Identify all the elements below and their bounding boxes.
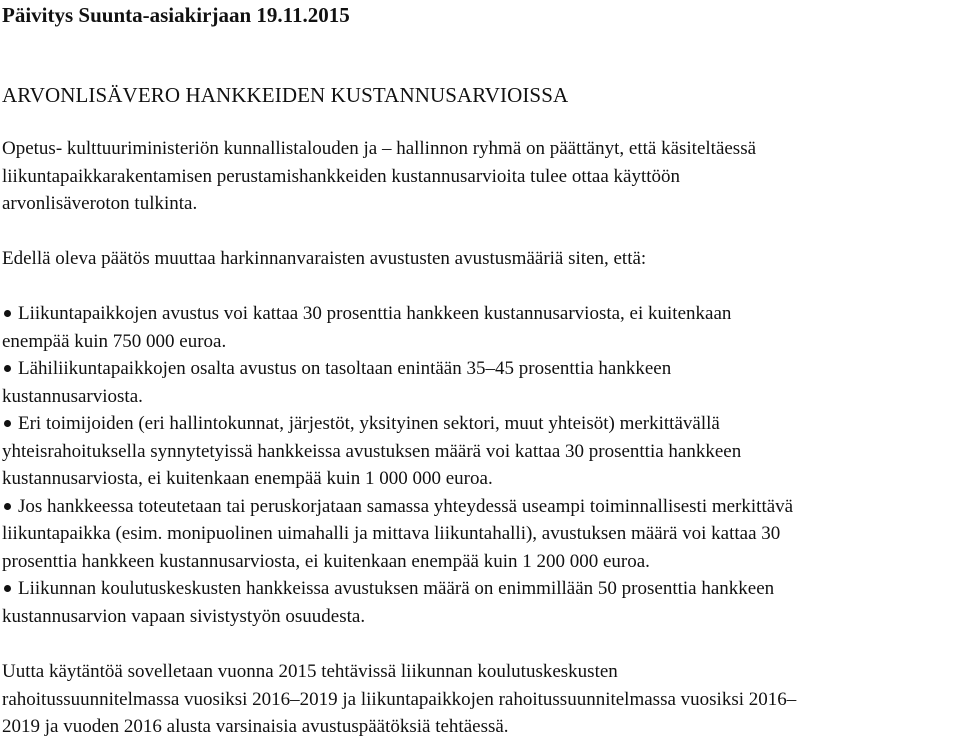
bullet-icon <box>4 310 11 317</box>
bullet-item <box>2 355 793 410</box>
bullet-line: kustannusarviosta. <box>2 385 143 407</box>
closing-line: rahoitussuunnitelmassa vuosiksi 2016–2019 ja liikuntapaikkojen rahoitussuunnitelmassa vuosiksi 2016– <box>2 688 797 710</box>
bullet-icon <box>4 365 11 372</box>
bullet-line: prosenttia hankkeen kustannusarviosta, ei kuitenkaan enempää kuin 1 200 000 euroa. <box>2 550 650 572</box>
bullet-icon <box>4 585 11 592</box>
bullet-line: kustannusarviosta, ei kuitenkaan enempää kuin 1 000 000 euroa. <box>2 468 493 489</box>
intro-line: arvonlisäveroton tulkinta. <box>2 193 198 214</box>
bullet-text: Liikuntapaikkojen avustus voi kattaa 30 prosenttia hankkeen kustannusarviosta, ei kuitenkaan <box>18 303 732 324</box>
closing-line: Uutta käytäntöä sovelletaan vuonna 2015 tehtävissä liikunnan koulutuskeskusten <box>2 661 618 682</box>
bullet-icon <box>4 503 11 510</box>
closing-line: 2019 ja vuoden 2016 alusta varsinaisia avustuspäätöksiä tehtäessä. <box>2 716 509 737</box>
bullet-text: Liikunnan koulutuskeskusten hankkeissa avustuksen määrä on enimmillään 50 prosenttia hankkeen <box>18 578 775 599</box>
lead-paragraph <box>2 245 646 273</box>
bullet-item <box>2 575 793 630</box>
update-heading: Päivitys Suunta-asiakirjaan 19.11.2015 <box>2 3 350 27</box>
bullet-line: liikuntapaikka (esim. monipuolinen uimahalli ja mittava liikuntahalli), avustuksen määrä voi kattaa 30 <box>2 523 781 544</box>
bullet-line: enempää kuin 750 000 euroa. <box>2 330 227 352</box>
bullet-line <box>2 575 793 603</box>
bullet-line: kustannusarvion vapaan sivistystyön osuudesta. <box>2 605 366 627</box>
lead-text: Edellä oleva päätös muuttaa harkinnanvaraisten avustusten avustusmääriä siten, että: <box>2 248 647 269</box>
intro-line: liikuntapaikkarakentamisen perustamishankkeiden kustannusarvioita tulee ottaa käyttöön <box>2 165 680 187</box>
bullet-line <box>2 493 793 521</box>
bullet-text: Eri toimijoiden (eri hallintokunnat, järjestöt, yksityinen sektori, muut yhteisöt) merkittävällä <box>18 413 720 434</box>
bullet-line <box>2 300 793 328</box>
bullet-line <box>2 410 793 438</box>
bullet-list <box>2 300 793 630</box>
bullet-item <box>2 300 793 355</box>
bullet-line: yhteisrahoituksella synnytetyissä hankkeissa avustuksen määrä voi kattaa 30 prosenttia hankkeen <box>2 440 742 462</box>
document-title: ARVONLISÄVERO HANKKEIDEN KUSTANNUSARVIOISSA <box>2 83 569 107</box>
bullet-item <box>2 493 793 576</box>
bullet-item <box>2 410 793 493</box>
bullet-text: Lähiliikuntapaikkojen osalta avustus on tasoltaan enintään 35–45 prosenttia hankkeen <box>18 358 672 379</box>
bullet-icon <box>4 420 11 427</box>
intro-line: Opetus- kulttuuriministeriön kunnallistalouden ja – hallinnon ryhmä on päättänyt, että käsiteltäessä <box>2 138 757 159</box>
intro-paragraph <box>2 135 756 218</box>
bullet-text: Jos hankkeessa toteutetaan tai peruskorjataan samassa yhteydessä useampi toiminnallisesti merkittävä <box>18 495 794 517</box>
bullet-line <box>2 355 793 383</box>
closing-paragraph <box>2 658 796 741</box>
